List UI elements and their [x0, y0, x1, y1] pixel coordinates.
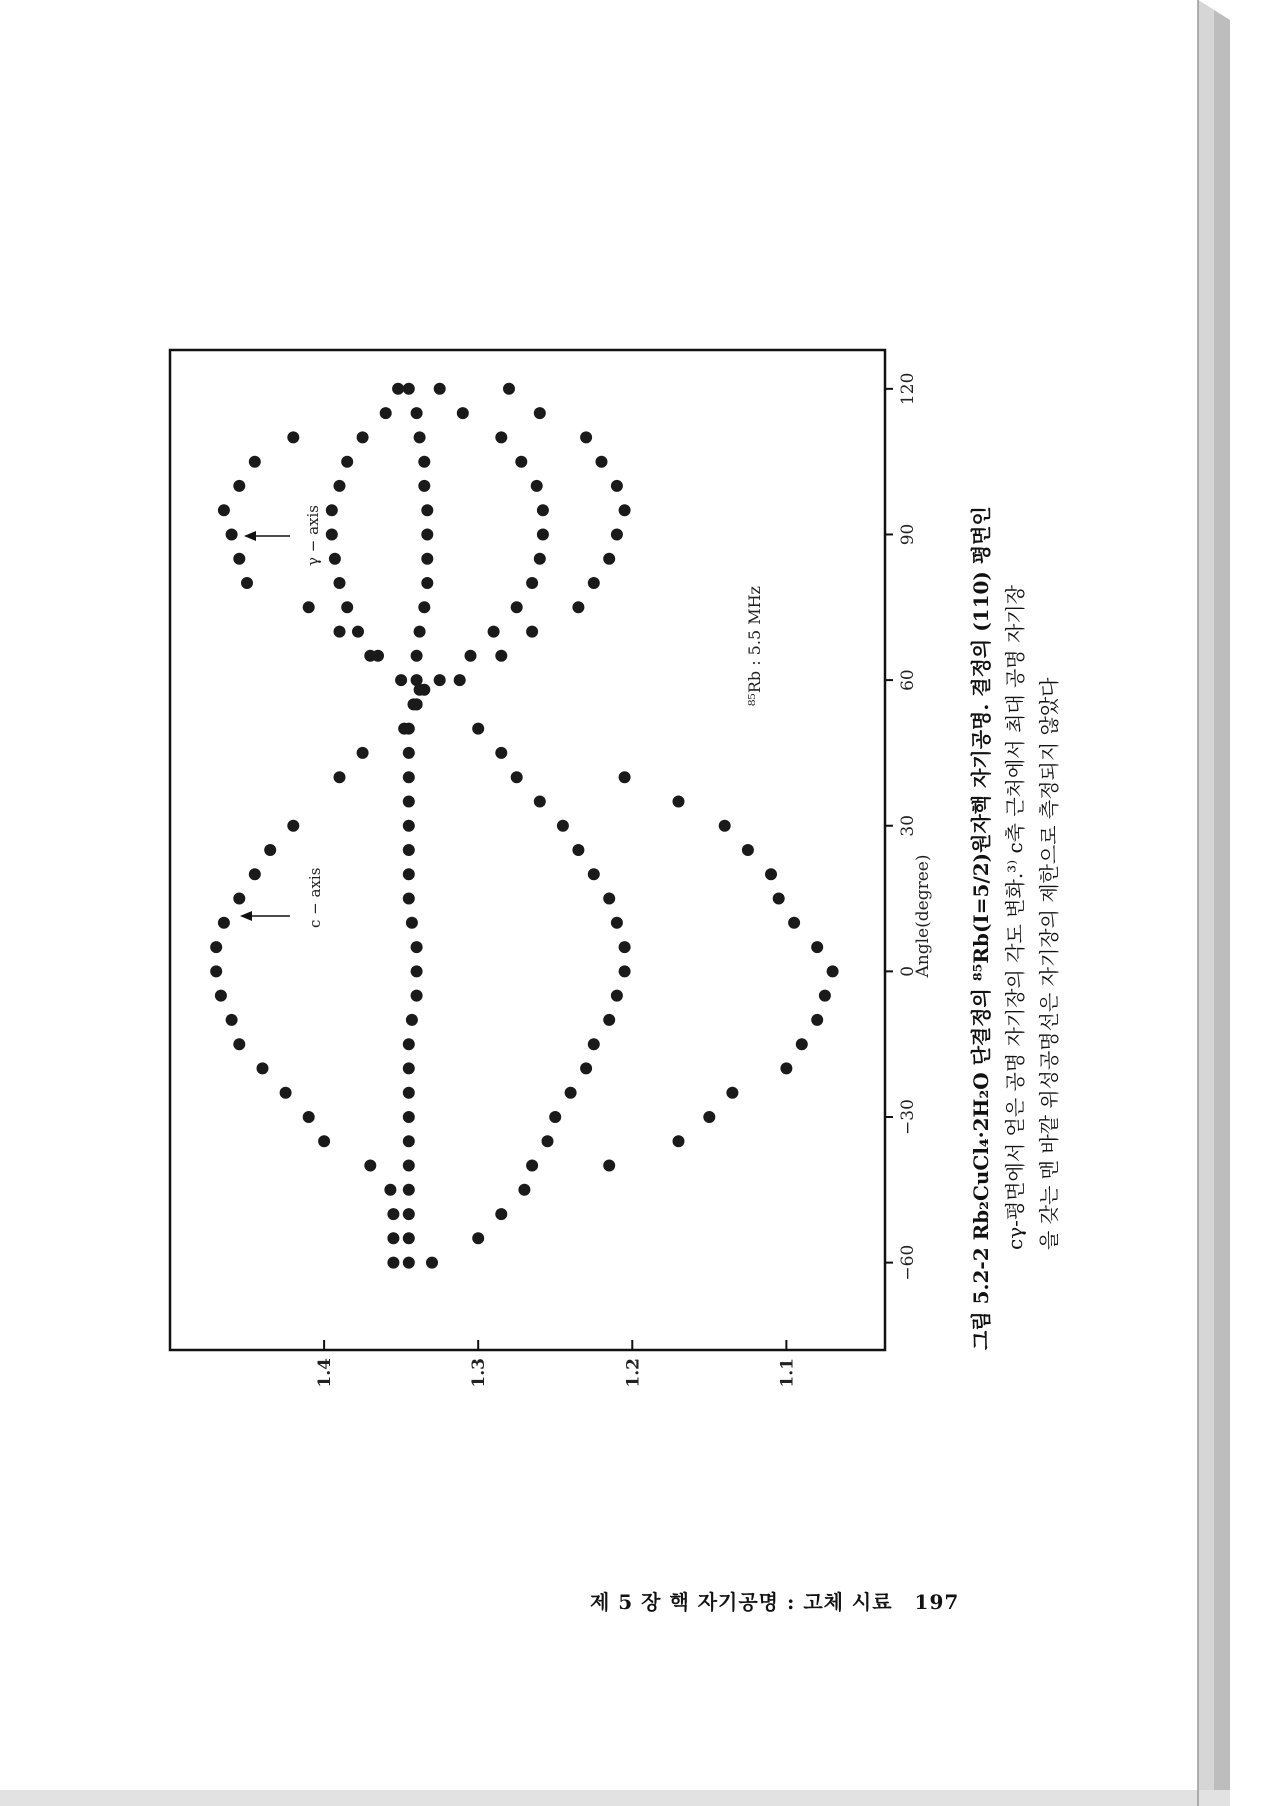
x-tick-label: 90	[898, 523, 918, 546]
data-point	[406, 917, 418, 929]
data-point	[457, 407, 469, 419]
data-point	[673, 1135, 685, 1147]
data-point	[364, 1160, 376, 1172]
data-point	[827, 965, 839, 977]
data-point	[226, 529, 238, 541]
data-point	[619, 504, 631, 516]
data-point	[329, 553, 341, 565]
data-point	[280, 1087, 292, 1099]
data-point	[334, 480, 346, 492]
data-point	[542, 1135, 554, 1147]
data-point	[334, 771, 346, 783]
data-point	[421, 504, 433, 516]
gamma-axis-label: γ − axis	[304, 505, 322, 566]
data-point	[287, 820, 299, 832]
data-point	[588, 1038, 600, 1050]
data-point	[572, 844, 584, 856]
data-point	[434, 674, 446, 686]
data-point	[372, 650, 384, 662]
data-point	[395, 674, 407, 686]
data-point	[384, 1184, 396, 1196]
running-head	[590, 1586, 959, 1615]
data-point	[326, 504, 338, 516]
data-point	[472, 1232, 484, 1244]
data-point	[403, 1232, 415, 1244]
y-axis-ticks	[315, 1340, 797, 1388]
data-point	[387, 1208, 399, 1220]
x-axis-label: Angle(degree)	[913, 854, 933, 978]
data-point	[341, 456, 353, 468]
data-point	[403, 1038, 415, 1050]
running-head-text: 제 5 장 핵 자기공명 : 고체 시료	[590, 1590, 893, 1614]
data-point	[411, 965, 423, 977]
x-tick-label: 120	[898, 372, 918, 406]
gamma-axis-annotation	[244, 505, 322, 566]
data-point	[611, 480, 623, 492]
data-point	[403, 820, 415, 832]
data-point	[531, 480, 543, 492]
data-point	[811, 1014, 823, 1026]
data-point	[215, 990, 227, 1002]
data-point	[495, 747, 507, 759]
data-point	[403, 1135, 415, 1147]
data-point	[603, 553, 615, 565]
data-point	[572, 601, 584, 613]
data-point	[249, 456, 261, 468]
figure-caption	[969, 506, 1061, 1350]
caption-line-1: 그림 5.2-2 Rb₂CuCl₄·2H₂O 단결정의 ⁸⁵Rb(I=5/2)원자핵 자기공명. 결정의 (110) 평면인	[969, 506, 993, 1350]
data-point	[233, 480, 245, 492]
data-point	[611, 917, 623, 929]
caption-line-3: 을 갖는 맨 바깥 위성공명선은 자기장의 제한으로 측정되지 않았다	[1037, 677, 1061, 1250]
data-point	[403, 383, 415, 395]
data-point	[264, 844, 276, 856]
data-point	[334, 577, 346, 589]
data-point	[726, 1087, 738, 1099]
data-point	[411, 990, 423, 1002]
data-point	[210, 965, 222, 977]
data-point	[403, 796, 415, 808]
data-point	[380, 407, 392, 419]
data-point	[249, 868, 261, 880]
data-point	[465, 650, 477, 662]
data-point	[403, 844, 415, 856]
x-tick-label: −60	[898, 1244, 918, 1281]
y-tick-label: 1.3	[469, 1358, 490, 1388]
data-point	[565, 1087, 577, 1099]
data-point	[503, 383, 515, 395]
data-point	[811, 941, 823, 953]
data-point	[392, 383, 404, 395]
data-point	[418, 456, 430, 468]
frequency-label: ⁸⁵Rb : 5.5 MHz	[745, 586, 764, 706]
data-point	[210, 941, 222, 953]
data-point	[403, 1160, 415, 1172]
data-point	[357, 431, 369, 443]
data-point	[788, 917, 800, 929]
data-point	[411, 941, 423, 953]
data-point	[421, 529, 433, 541]
data-point	[580, 1062, 592, 1074]
data-point	[421, 553, 433, 565]
data-point	[411, 407, 423, 419]
data-point	[596, 456, 608, 468]
data-point	[673, 796, 685, 808]
data-point	[526, 626, 538, 638]
data-point	[403, 1257, 415, 1269]
data-point	[472, 723, 484, 735]
y-tick-label: 1.1	[777, 1358, 798, 1388]
data-point	[526, 1160, 538, 1172]
plot-frame	[170, 350, 885, 1350]
x-tick-label: 0	[898, 965, 918, 977]
data-point	[233, 1038, 245, 1050]
data-point	[495, 650, 507, 662]
data-point	[334, 626, 346, 638]
data-point	[765, 868, 777, 880]
data-point	[773, 893, 785, 905]
data-point	[511, 601, 523, 613]
data-point	[414, 626, 426, 638]
data-point	[537, 529, 549, 541]
data-point	[411, 698, 423, 710]
data-point	[518, 1184, 530, 1196]
data-point	[403, 1062, 415, 1074]
x-axis-ticks	[885, 373, 918, 1281]
data-point	[819, 990, 831, 1002]
data-point	[403, 747, 415, 759]
data-point	[218, 504, 230, 516]
data-point	[233, 893, 245, 905]
data-point	[603, 893, 615, 905]
data-point	[619, 941, 631, 953]
y-tick-label: 1.2	[623, 1358, 644, 1388]
data-point	[403, 1111, 415, 1123]
data-point	[403, 893, 415, 905]
data-point	[495, 431, 507, 443]
data-point	[495, 1208, 507, 1220]
data-point	[233, 553, 245, 565]
x-tick-label: −30	[898, 1099, 918, 1135]
data-point	[418, 480, 430, 492]
c-axis-label: c − axis	[306, 867, 324, 928]
data-point	[403, 868, 415, 880]
data-point	[534, 553, 546, 565]
data-point	[303, 601, 315, 613]
data-point	[454, 674, 466, 686]
data-point	[414, 431, 426, 443]
data-point	[537, 504, 549, 516]
data-point	[341, 601, 353, 613]
data-point	[418, 601, 430, 613]
data-point	[603, 1160, 615, 1172]
data-point	[619, 771, 631, 783]
data-point	[411, 650, 423, 662]
data-point	[619, 965, 631, 977]
data-point	[421, 577, 433, 589]
data-point	[511, 771, 523, 783]
data-point	[403, 1087, 415, 1099]
data-point	[719, 820, 731, 832]
data-point	[403, 1184, 415, 1196]
data-point	[534, 407, 546, 419]
data-point	[426, 1257, 438, 1269]
data-point	[588, 577, 600, 589]
data-point	[398, 723, 410, 735]
data-point	[352, 626, 364, 638]
data-point	[603, 1014, 615, 1026]
data-point	[703, 1111, 715, 1123]
data-point	[488, 626, 500, 638]
data-point	[611, 529, 623, 541]
data-point	[549, 1111, 561, 1123]
data-point	[411, 674, 423, 686]
data-point	[226, 1014, 238, 1026]
data-point	[515, 456, 527, 468]
data-point	[287, 431, 299, 443]
data-point	[406, 1014, 418, 1026]
data-point	[387, 1232, 399, 1244]
data-point	[534, 796, 546, 808]
data-point	[257, 1062, 269, 1074]
data-point	[588, 868, 600, 880]
page-number: 197	[914, 1590, 960, 1614]
x-tick-label: 30	[898, 814, 918, 837]
data-point	[318, 1135, 330, 1147]
x-tick-label: 60	[898, 669, 918, 691]
data-point	[580, 431, 592, 443]
data-point	[557, 820, 569, 832]
data-point	[434, 383, 446, 395]
data-point	[526, 577, 538, 589]
data-point	[611, 990, 623, 1002]
data-point	[403, 771, 415, 783]
data-point	[403, 1208, 415, 1220]
data-point	[357, 747, 369, 759]
caption-line-2: cγ-평면에서 얻은 공명 자기장의 각도 변화.³⁾ c축 근처에서 최대 공명 자기장	[1003, 585, 1027, 1250]
data-point	[241, 577, 253, 589]
plot-area	[170, 350, 918, 1388]
data-point	[796, 1038, 808, 1050]
data-point	[387, 1257, 399, 1269]
data-point	[780, 1062, 792, 1074]
data-point	[742, 844, 754, 856]
data-point	[326, 529, 338, 541]
data-point	[303, 1111, 315, 1123]
y-tick-label: 1.4	[315, 1358, 336, 1388]
data-point	[218, 917, 230, 929]
